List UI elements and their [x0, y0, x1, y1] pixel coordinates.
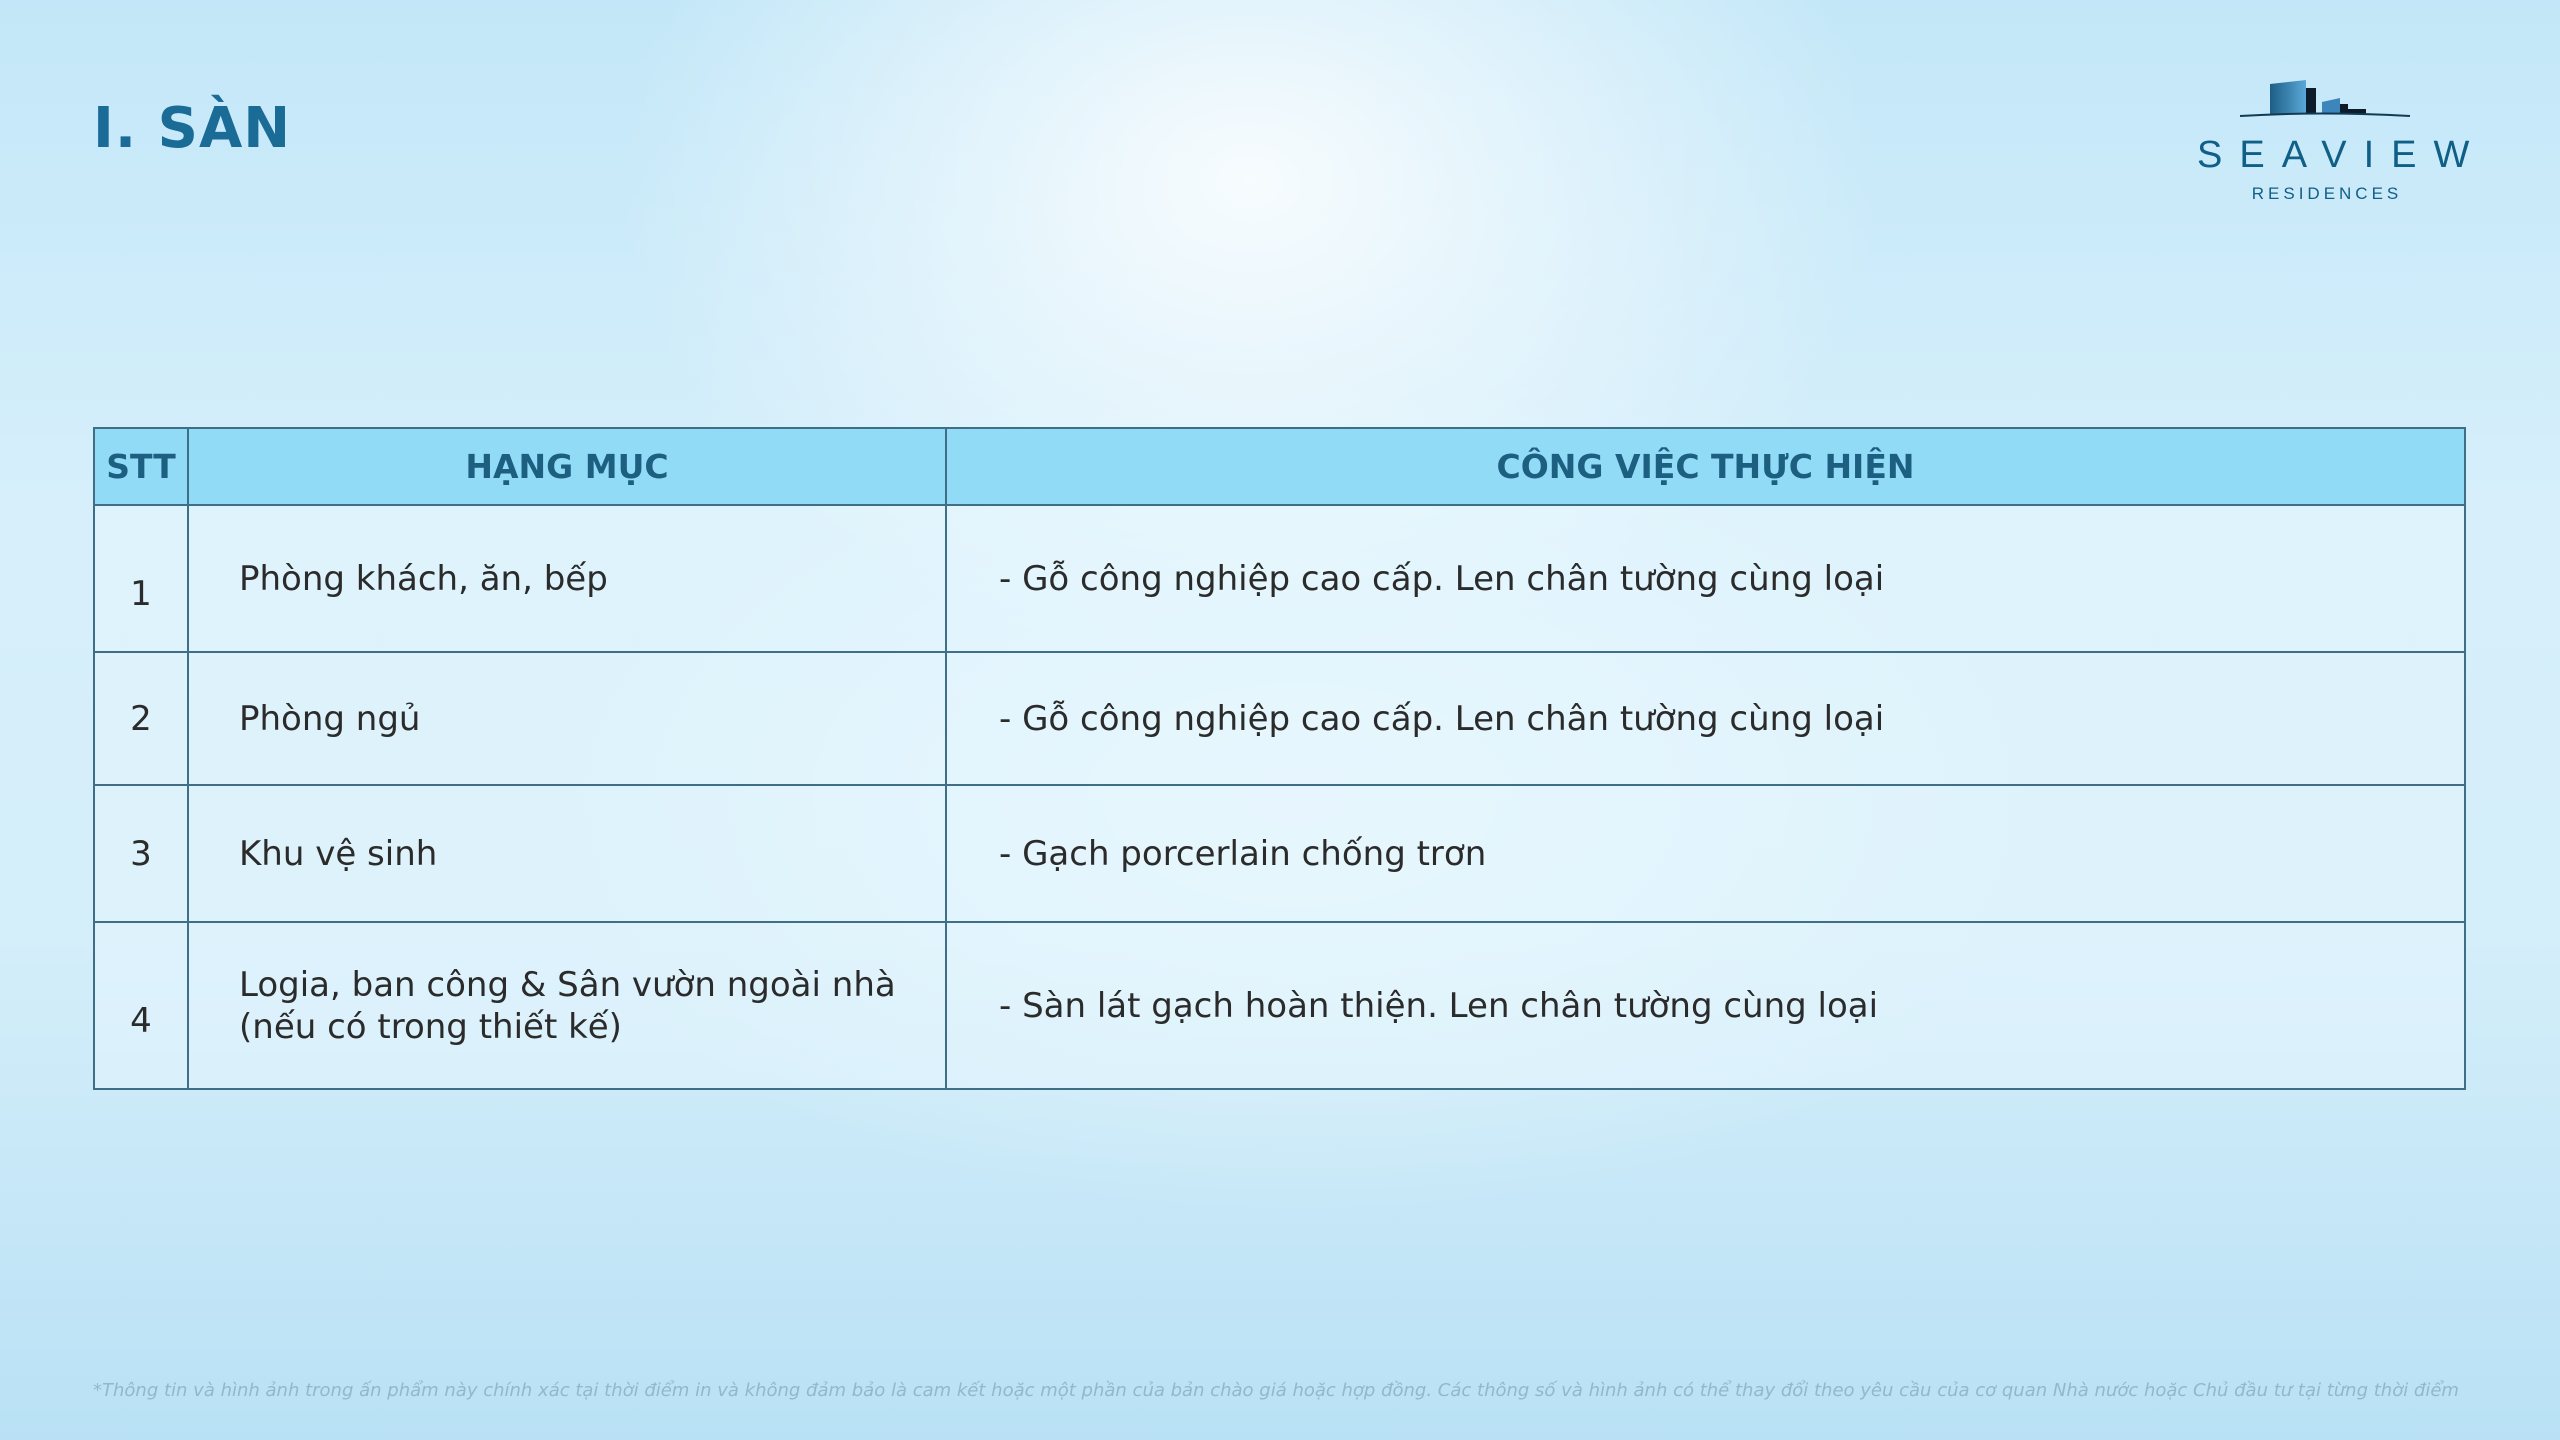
table-row [94, 785, 2465, 922]
row-number: 4 [94, 922, 188, 1089]
table-header-row [94, 428, 2465, 505]
row-item: Logia, ban công & Sân vườn ngoài nhà (nếu có trong thiết kế) [188, 922, 946, 1089]
row-work: - Gạch porcerlain chống trơn [946, 785, 2465, 922]
row-work: - Gỗ công nghiệp cao cấp. Len chân tường cùng loại [946, 505, 2465, 652]
page-title: I. SÀN [93, 96, 292, 161]
table-row [94, 922, 2465, 1089]
logo-name: SEAVIEW [2197, 134, 2487, 176]
table-row [94, 505, 2465, 652]
floor-spec-table [93, 427, 2464, 1090]
row-item: Khu vệ sinh [188, 785, 946, 922]
row-number: 3 [94, 785, 188, 922]
header-stt: STT [94, 428, 188, 505]
row-item: Phòng khách, ăn, bếp [188, 505, 946, 652]
brand-logo [2180, 76, 2487, 210]
row-number: 1 [94, 505, 188, 652]
skyline-icon [2240, 76, 2420, 122]
logo-subtitle: RESIDENCES [2251, 184, 2403, 203]
disclaimer-footnote: *Thông tin và hình ảnh trong ấn phẩm này chính xác tại thời điểm in và không đảm bảo là cam kết hoặc một phần của bản chào giá hoặc hợp đồng. Các thông số và hình ảnh có thể thay đổi theo yêu cầu của cơ quan Nhà nước hoặc Chủ đầu tư tại từng thời điểm [93, 1380, 2459, 1401]
header-item: HẠNG MỤC [188, 428, 946, 505]
row-number: 2 [94, 652, 188, 785]
header-work: CÔNG VIỆC THỰC HIỆN [946, 428, 2465, 505]
row-work: - Gỗ công nghiệp cao cấp. Len chân tường cùng loại [946, 652, 2465, 785]
row-work: - Sàn lát gạch hoàn thiện. Len chân tường cùng loại [946, 922, 2465, 1089]
table-row [94, 652, 2465, 785]
row-item: Phòng ngủ [188, 652, 946, 785]
